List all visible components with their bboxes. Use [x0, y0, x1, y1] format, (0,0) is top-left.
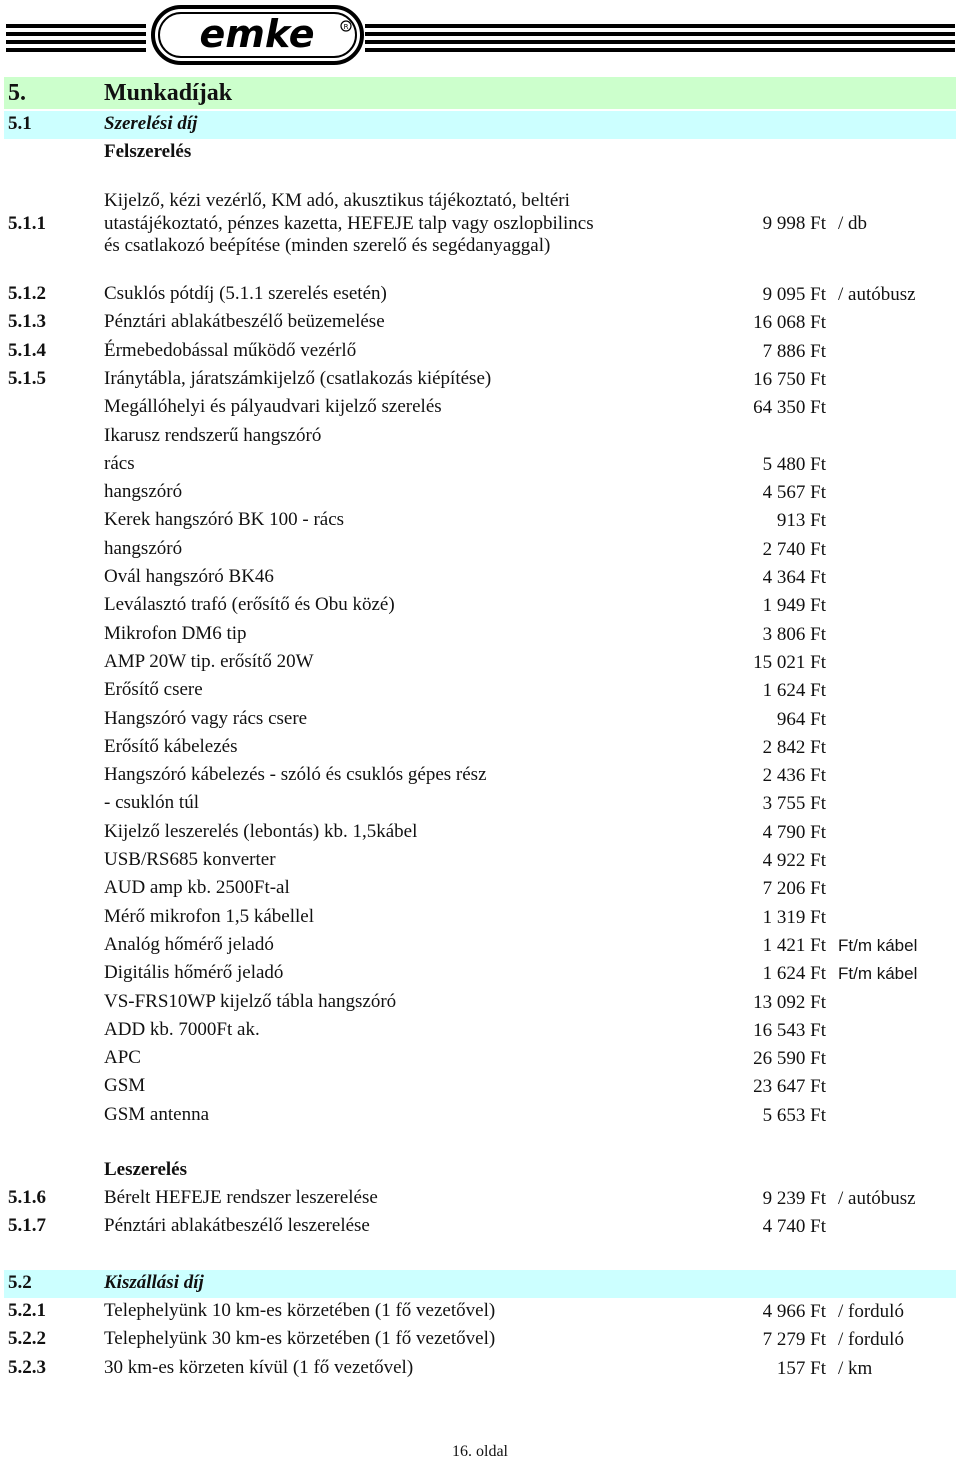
item-description: Telephelyünk 10 km-es körzetében (1 fő vezetővel)	[104, 1300, 496, 1321]
item-description-line: utastájékoztató, pénzes kazetta, HEFEJE talp vagy oszlopbilincs	[104, 212, 594, 234]
page-header	[0, 0, 960, 70]
group-heading-leszereles: Leszerelés	[104, 1159, 187, 1180]
item-unit: / autóbusz	[838, 1188, 916, 1209]
item-description: Iránytábla, járatszámkijelző (csatlakozás kiépítése)	[104, 368, 492, 389]
item-description: Megállóhelyi és pályaudvari kijelző szerelés	[104, 396, 442, 417]
item-price: 5 480 Ft	[762, 454, 826, 475]
item-unit: Ft/m kábel	[838, 936, 918, 955]
item-description: Leválasztó trafó (erősítő és Obu közé)	[104, 594, 395, 615]
subsection-number: 5.1	[8, 113, 32, 134]
item-description: APC	[104, 1047, 141, 1068]
item-description: hangszóró	[104, 481, 183, 502]
item-description-line: és csatlakozó beépítése (minden szerelő és segédanyaggal)	[104, 235, 551, 256]
item-price: 1 421 Ft	[762, 935, 826, 956]
item-description: AUD amp kb. 2500Ft-al	[104, 877, 290, 898]
item-price: 3 755 Ft	[762, 793, 826, 814]
item-price: 16 068 Ft	[753, 312, 826, 333]
subsection-title: Kiszállási díj	[104, 1272, 204, 1293]
section-title: Munkadíjak	[104, 80, 233, 106]
item-price: 5 653 Ft	[762, 1105, 826, 1126]
item-number: 5.2.1	[8, 1300, 46, 1321]
item-number: 5.2.2	[8, 1328, 46, 1349]
item-unit: Ft/m kábel	[838, 964, 918, 983]
item-unit: / forduló	[838, 1329, 904, 1350]
item-price: 2 740 Ft	[762, 539, 826, 560]
item-description: Kerek hangszóró BK 100 - rács	[104, 509, 345, 530]
item-description: Érmebedobással működő vezérlő	[104, 340, 357, 361]
item-description: Mikrofon DM6 tip	[104, 623, 247, 644]
item-price: 4 922 Ft	[762, 850, 826, 871]
item-description: - csuklón túl	[104, 792, 199, 813]
item-description: Hangszóró kábelezés - szóló és csuklós gépes rész	[104, 764, 487, 785]
item-number: 5.1.2	[8, 283, 46, 304]
item-description: Ovál hangszóró BK46	[104, 566, 274, 587]
item-unit: / km	[838, 1358, 873, 1379]
section-number: 5.	[8, 80, 26, 106]
item-description-line: Kijelző, kézi vezérlő, KM adó, akusztikus tájékoztató, beltéri	[104, 190, 570, 211]
item-price: 16 543 Ft	[753, 1020, 826, 1041]
item-description: AMP 20W tip. erősítő 20W	[104, 651, 314, 672]
item-price: 7 206 Ft	[762, 878, 826, 899]
item-description: ADD kb. 7000Ft ak.	[104, 1019, 260, 1040]
item-description: Csuklós pótdíj (5.1.1 szerelés esetén)	[104, 283, 387, 304]
item-number: 5.1.5	[8, 368, 46, 389]
item-price: 64 350 Ft	[753, 397, 826, 418]
item-price: 1 319 Ft	[762, 907, 826, 928]
item-number: 5.1.7	[8, 1215, 46, 1236]
item-price: 157 Ft	[776, 1358, 826, 1379]
item-description: Hangszóró vagy rács csere	[104, 708, 308, 729]
item-price: 16 750 Ft	[753, 369, 826, 390]
item-description: hangszóró	[104, 538, 183, 559]
item-unit: / forduló	[838, 1301, 904, 1322]
item-number: 5.1.1	[8, 213, 46, 234]
item-unit: / autóbusz	[838, 284, 916, 305]
item-description: Pénztári ablakátbeszélő beüzemelése	[104, 311, 385, 332]
item-price: 913 Ft	[776, 510, 826, 531]
item-number: 5.1.4	[8, 340, 46, 361]
item-price: 9 239 Ft	[762, 1188, 826, 1209]
item-description: rács	[104, 453, 135, 474]
item-unit: / db	[838, 213, 868, 234]
header-stripes-right	[365, 24, 955, 64]
item-number: 5.1.3	[8, 311, 46, 332]
item-description: Mérő mikrofon 1,5 kábellel	[104, 906, 315, 927]
item-price: 7 279 Ft	[762, 1329, 826, 1350]
item-description: Bérelt HEFEJE rendszer leszerelése	[104, 1187, 378, 1208]
item-description: Pénztári ablakátbeszélő leszerelése	[104, 1215, 370, 1236]
item-description: GSM	[104, 1075, 146, 1096]
item-price: 4 567 Ft	[762, 482, 826, 503]
item-price: 4 966 Ft	[762, 1301, 826, 1322]
item-price: 13 092 Ft	[753, 992, 826, 1013]
item-price: 964 Ft	[776, 709, 826, 730]
item-price: 2 436 Ft	[762, 765, 826, 786]
item-price: 9 998 Ft	[762, 213, 826, 234]
item-price: 26 590 Ft	[753, 1048, 826, 1069]
item-description: Erősítő kábelezés	[104, 736, 238, 757]
item-price: 1 624 Ft	[762, 963, 826, 984]
item-price: 15 021 Ft	[753, 652, 826, 673]
item-description: GSM antenna	[104, 1104, 210, 1125]
header-stripes-left	[6, 24, 146, 64]
item-description	[104, 190, 704, 258]
svg-text:R: R	[343, 23, 349, 31]
item-description: USB/RS685 konverter	[104, 849, 276, 870]
item-description: Kijelző leszerelés (lebontás) kb. 1,5kábel	[104, 821, 418, 842]
item-description: Digitális hőmérő jeladó	[104, 962, 284, 983]
item-description: Ikarusz rendszerű hangszóró	[104, 425, 322, 446]
item-number: 5.2.3	[8, 1357, 46, 1378]
item-price: 1 624 Ft	[762, 680, 826, 701]
item-number: 5.1.6	[8, 1187, 46, 1208]
item-price: 4 364 Ft	[762, 567, 826, 588]
item-price: 4 790 Ft	[762, 822, 826, 843]
item-price: 4 740 Ft	[762, 1216, 826, 1237]
item-description: VS-FRS10WP kijelző tábla hangszóró	[104, 991, 397, 1012]
emke-logo	[150, 4, 365, 66]
group-heading-felszereles: Felszerelés	[104, 141, 192, 162]
item-description: Telephelyünk 30 km-es körzetében (1 fő vezetővel)	[104, 1328, 496, 1349]
item-price: 1 949 Ft	[762, 595, 826, 616]
item-price: 7 886 Ft	[762, 341, 826, 362]
subsection-number: 5.2	[8, 1272, 32, 1293]
item-price: 9 095 Ft	[762, 284, 826, 305]
item-price: 23 647 Ft	[753, 1076, 826, 1097]
item-description: Analóg hőmérő jeladó	[104, 934, 274, 955]
item-description: 30 km-es körzeten kívül (1 fő vezetővel)	[104, 1357, 414, 1378]
item-price: 3 806 Ft	[762, 624, 826, 645]
item-description: Erősítő csere	[104, 679, 203, 700]
subsection-title: Szerelési díj	[104, 113, 198, 134]
page-number: 16. oldal	[452, 1443, 508, 1460]
item-price: 2 842 Ft	[762, 737, 826, 758]
svg-text:emke: emke	[199, 12, 315, 56]
